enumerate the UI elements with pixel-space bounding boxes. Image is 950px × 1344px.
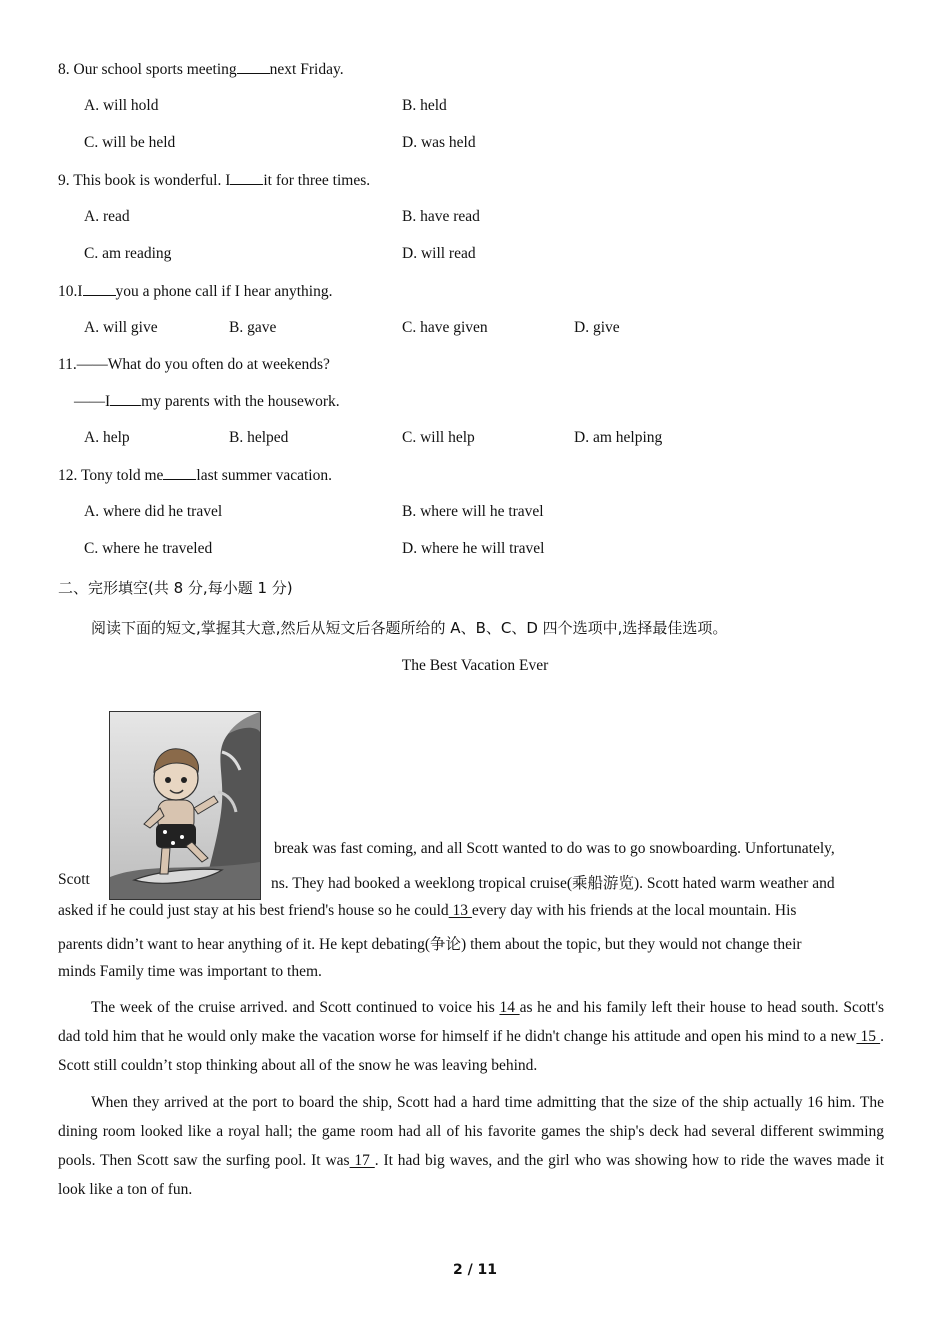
passage-p1-line2a: Scott	[58, 871, 90, 888]
q12-option-b[interactable]: B. where will he travel	[402, 503, 544, 520]
blank-14[interactable]: 14	[499, 999, 520, 1016]
question-11-stem: 11.——What do you often do at weekends?	[58, 356, 330, 373]
q11-option-d[interactable]: D. am helping	[574, 429, 663, 446]
question-9-stem: 9. This book is wonderful. I it for three times.	[58, 172, 371, 189]
q10-option-c[interactable]: C. have given	[402, 319, 488, 336]
q8-option-b[interactable]: B. held	[402, 97, 447, 114]
q9-option-a[interactable]: A. read	[84, 208, 130, 225]
passage-title: The Best Vacation Ever	[401, 657, 549, 674]
q11-option-c[interactable]: C. will help	[402, 429, 475, 446]
boy-surfing-illustration	[109, 711, 261, 900]
q12-option-c[interactable]: C. where he traveled	[84, 540, 213, 557]
passage-p2: The week of the cruise arrived. and Scott continued to voice his 14 as he and his family left their house to head south. Scott's dad told him that he would only make the vacation worse for himself if he didn't change his attitude and open his mind to a new 15 . Scott still couldn’t stop thinking about all of the snow he was leaving behind.	[58, 999, 885, 1074]
blank-15[interactable]: 15	[856, 1028, 881, 1045]
question-12-stem: 12. Tony told me last summer vacation.	[58, 467, 332, 484]
question-11-response: ——I my parents with the housework.	[74, 393, 340, 410]
q10-option-b[interactable]: B. gave	[229, 319, 277, 336]
section-instruction: 阅读下面的短文,掌握其大意,然后从短文后各题所给的 A、B、C、D 四个选项中,选择最佳选项。	[91, 619, 728, 637]
q9-option-d[interactable]: D. will read	[402, 245, 476, 262]
q11-option-a[interactable]: A. help	[84, 429, 130, 446]
question-10-stem: 10.I you a phone call if I hear anything.	[58, 283, 333, 300]
passage-p1-line2b: ns. They had booked a weeklong tropical cruise(乘船游览). Scott hated warm weather and	[271, 875, 835, 892]
passage-p1-line5: minds Family time was important to them.	[58, 963, 322, 980]
passage-p1-line1: break was fast coming, and all Scott wanted to do was to go snowboarding. Unfortunately,	[274, 840, 835, 857]
q8-option-c[interactable]: C. will be held	[84, 134, 176, 151]
page-number: 2 / 11	[452, 1262, 498, 1278]
question-8-stem: 8. Our school sports meeting next Friday.	[58, 61, 344, 78]
q10-option-d[interactable]: D. give	[574, 319, 620, 336]
q12-option-a[interactable]: A. where did he travel	[84, 503, 223, 520]
passage-p3: When they arrived at the port to board the ship, Scott had a hard time admitting that the size of the ship actually 16 him. The dining room looked like a royal hall; the game room had all of his favorite games the ship's deck had several different swimming pools. Then Scott saw the surfing pool. It was 17 . It had big waves, and the girl who was showing how to ride the waves made it look like a ton of fun.	[58, 1094, 885, 1198]
passage-p1-line4: parents didn’t want to hear anything of it. He kept debating(争论) them about the topic, but they would not change their	[58, 936, 802, 953]
blank-17[interactable]: 17	[349, 1152, 375, 1169]
passage-p1-line3: asked if he could just stay at his best friend's house so he could 13 every day with his friends at the local mountain. His	[58, 902, 797, 919]
blank-13[interactable]: 13	[448, 902, 472, 919]
q10-option-a[interactable]: A. will give	[84, 319, 158, 336]
q8-option-d[interactable]: D. was held	[402, 134, 476, 151]
q12-option-d[interactable]: D. where he will travel	[402, 540, 545, 557]
q9-option-b[interactable]: B. have read	[402, 208, 480, 225]
q9-option-c[interactable]: C. am reading	[84, 245, 172, 262]
q8-option-a[interactable]: A. will hold	[84, 97, 159, 114]
q11-option-b[interactable]: B. helped	[229, 429, 289, 446]
section-heading: 二、完形填空(共 8 分,每小题 1 分)	[58, 579, 293, 597]
